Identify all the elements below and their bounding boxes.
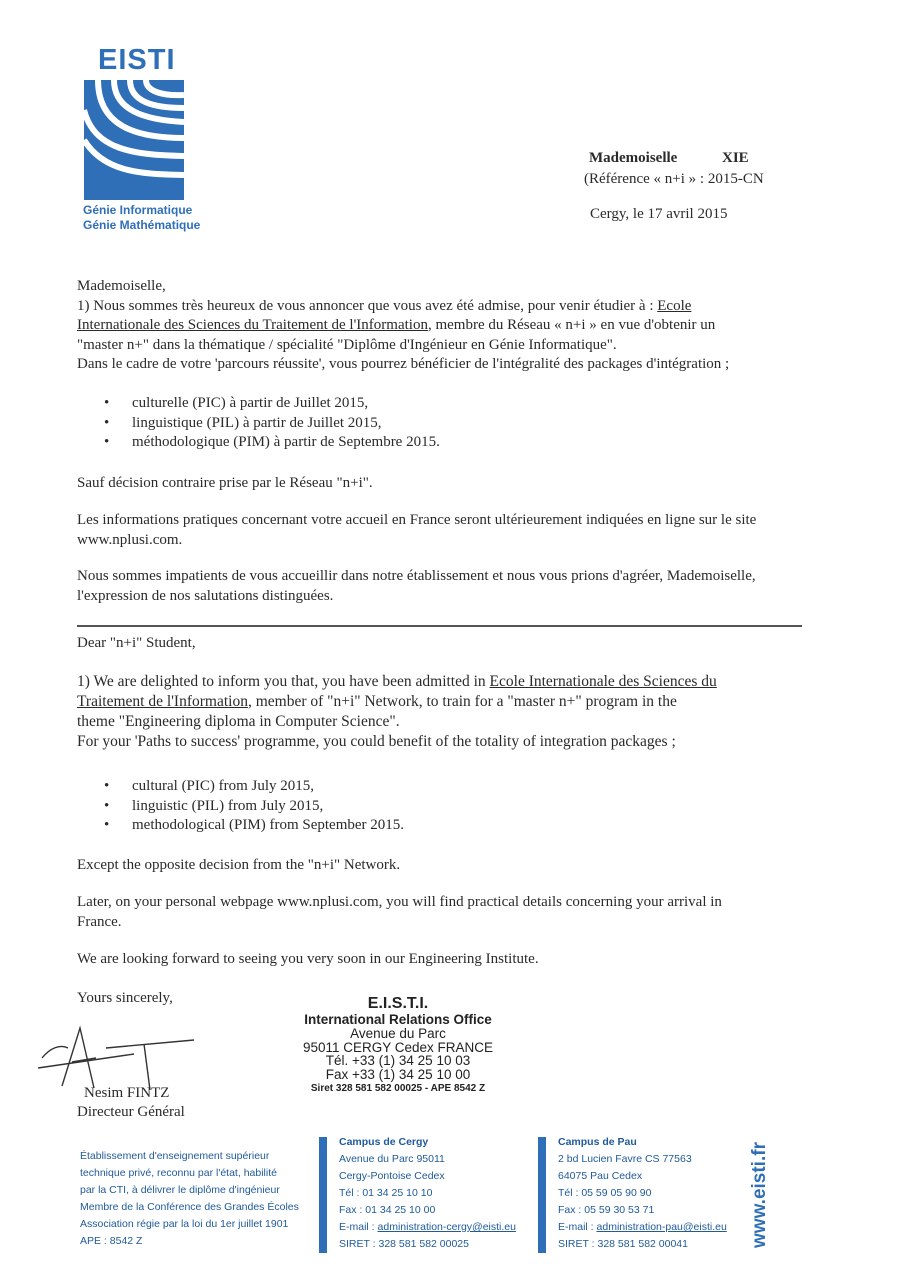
website-vertical[interactable]	[748, 1142, 772, 1247]
school-link-en-cont[interactable]: Traitement de l'Information	[77, 693, 248, 710]
reference-line: (Référence « n+i » : 2015-CN	[584, 171, 764, 187]
footer-about: Établissement d'enseignement supérieur technique privé, reconnu par l'état, habilité par la CTI, à délivrer le diplôme d'ingénieur Membre de la Conférence des Grandes Écoles Association régie par la loi du 1er juillet 1901 APE : 8542 Z	[80, 1150, 299, 1247]
logo-stripes-icon	[84, 80, 184, 200]
footer-campus-pau: Campus de Pau 2 bd Lucien Favre CS 77563 64075 Pau Cedex Tél : 05 59 05 90 90 Fax : 05 59 30 53 71 E-mail : administration-pau@eisti.eu SIRET : 328 581 582 00041	[558, 1136, 727, 1250]
signatory-role: Directeur Général	[77, 1104, 185, 1120]
french-body	[77, 277, 807, 375]
footer-campus-cergy: Campus de Cergy Avenue du Parc 95011 Cergy-Pontoise Cedex Tél : 01 34 25 10 10 Fax : 01 34 25 10 00 E-mail : administration-cergy@eisti.eu SIRET : 328 581 582 00025	[339, 1136, 516, 1250]
office-stamp	[278, 995, 518, 1096]
email-link-pau[interactable]: administration-pau@eisti.eu	[596, 1221, 727, 1233]
stamp-tel: Tél. +33 (1) 34 25 10 03	[325, 1053, 471, 1069]
place-date: Cergy, le 17 avril 2015	[590, 206, 728, 222]
french-paragraph-1: 1) Nous sommes très heureux de vous annoncer que vous avez été admise, pour venir étudier à : Ecole Internationale des Sciences du Traitement de l'Information, membre du Réseau « n+i » en vue d'obtenir un "master n+" dans la thématique / spécialité "Diplôme d'Ingénieur en Génie Informatique". Dans le cadre de votre 'parcours réussite', vous pourrez bénéficier de l'intégralité des packages d'intégration ;	[77, 297, 730, 372]
list-item: • cultural (PIC) from July 2015,	[104, 777, 404, 797]
school-link[interactable]: Ecole	[657, 297, 692, 314]
french-paragraph-2: Sauf décision contraire prise par le Réseau "n+i".	[77, 475, 373, 491]
logo-subtitle-2: Génie Mathématique	[83, 218, 201, 232]
footer-bar-cergy	[319, 1137, 327, 1253]
email-link-cergy[interactable]: administration-cergy@eisti.eu	[377, 1221, 516, 1233]
stamp-fax: Fax +33 (1) 34 25 10 00	[325, 1067, 471, 1083]
stamp-siret: Siret 328 581 582 00025 - APE 8542 Z	[310, 1082, 486, 1094]
english-paragraph-2: Except the opposite decision from the "n+i" Network.	[77, 857, 401, 873]
logo-subtitle-1: Génie Informatique	[83, 203, 193, 217]
list-item: • linguistique (PIL) à partir de Juillet 2015,	[104, 414, 440, 434]
french-salutation: Mademoiselle,	[77, 278, 166, 294]
english-paragraph-1: 1) We are delighted to inform you that, you have been admitted in Ecole Internationale des Sciences du Traitement de l'Information, member of "n+i" Network, to train for a "master n+" program in the theme "Engineering diploma in Computer Science". For your 'Paths to success' programme, you could benefit of the totality of integration packages ;	[77, 673, 717, 750]
logo-wordmark: EISTI	[98, 44, 176, 76]
footer-bar-pau	[538, 1137, 546, 1253]
english-paragraph-4: We are looking forward to seeing you very soon in our Engineering Institute.	[77, 951, 539, 967]
stamp-org: E.I.S.T.I.	[367, 995, 429, 1012]
website-link[interactable]: www.eisti.fr	[749, 1141, 770, 1248]
stamp-city: 95011 CERGY Cedex FRANCE	[302, 1039, 494, 1055]
school-link-en[interactable]: Ecole Internationale des Sciences du	[489, 673, 717, 690]
french-paragraph-3: Les informations pratiques concernant votre accueil en France seront ultérieurement indiquées en ligne sur le site www.nplusi.com.	[77, 512, 757, 548]
recipient-name: XIE	[722, 150, 749, 166]
logo-subtitle	[83, 203, 200, 233]
signatory-name: Nesim FINTZ	[84, 1085, 170, 1101]
section-divider	[77, 625, 802, 627]
french-paragraph-4: Nous sommes impatients de vous accueillir dans notre établissement et nous vous prions d'agréer, Mademoiselle, l'expression de nos salutations distinguées.	[77, 568, 756, 604]
closing: Yours sincerely,	[77, 990, 173, 1006]
stamp-street: Avenue du Parc	[350, 1025, 446, 1041]
english-salutation: Dear "n+i" Student,	[77, 635, 196, 651]
logo-graphic	[84, 80, 184, 200]
school-link-cont[interactable]: Internationale des Sciences du Traitement de l'Information	[77, 317, 428, 333]
stamp-office: International Relations Office	[304, 1012, 492, 1027]
recipient-title: Mademoiselle	[589, 150, 678, 166]
french-package-list	[104, 394, 440, 453]
list-item: • méthodologique (PIM) à partir de Septembre 2015.	[104, 433, 440, 453]
english-paragraph-3: Later, on your personal webpage www.nplusi.com, you will find practical details concerning your arrival in France.	[77, 894, 722, 930]
list-item: • methodological (PIM) from September 2015.	[104, 816, 404, 836]
english-package-list	[104, 777, 404, 836]
list-item: • linguistic (PIL) from July 2015,	[104, 797, 404, 817]
list-item: • culturelle (PIC) à partir de Juillet 2015,	[104, 394, 440, 414]
